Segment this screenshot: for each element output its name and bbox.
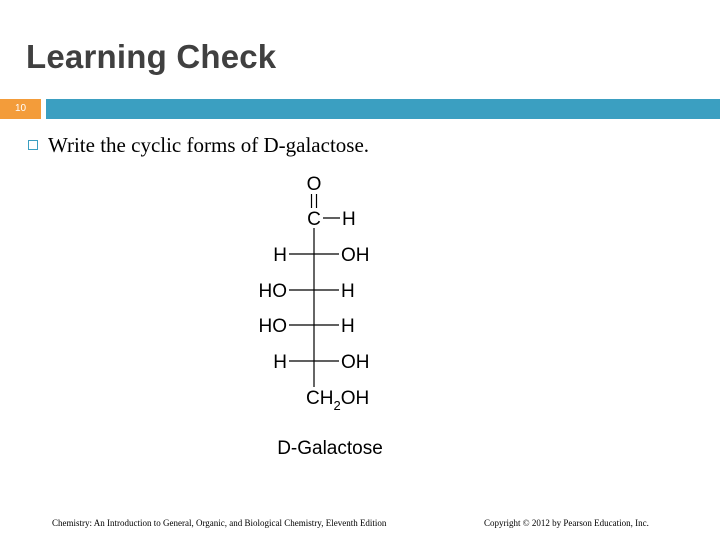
footer-copyright: Copyright © 2012 by Pearson Education, Inc.: [484, 518, 649, 528]
row1-left: H: [273, 245, 287, 266]
row1-right: OH: [341, 245, 370, 266]
row4-right: OH: [341, 352, 370, 373]
bottom-subscript: 2: [333, 398, 341, 413]
row4-left: H: [273, 352, 287, 373]
carbonyl-oxygen: O: [306, 174, 322, 195]
bullet-text: Write the cyclic forms of D-galactose.: [48, 133, 370, 157]
footer-citation: Chemistry: An Introduction to General, Organic, and Biological Chemistry, Eleventh Edition: [52, 518, 387, 528]
bottom-group: [306, 388, 369, 413]
slide-number: 10: [0, 99, 41, 119]
row2-left: HO: [258, 281, 287, 302]
row3-left: HO: [258, 316, 287, 337]
bottom-ch: CH: [306, 388, 334, 409]
row3-right: H: [341, 316, 355, 337]
structure-name: D-Galactose: [277, 438, 383, 459]
c1-hydrogen: H: [342, 209, 356, 230]
bottom-oh: OH: [340, 388, 370, 409]
slide-title: Learning Check: [26, 38, 277, 75]
row2-right: H: [341, 281, 355, 302]
c1-carbon: C: [307, 209, 321, 230]
